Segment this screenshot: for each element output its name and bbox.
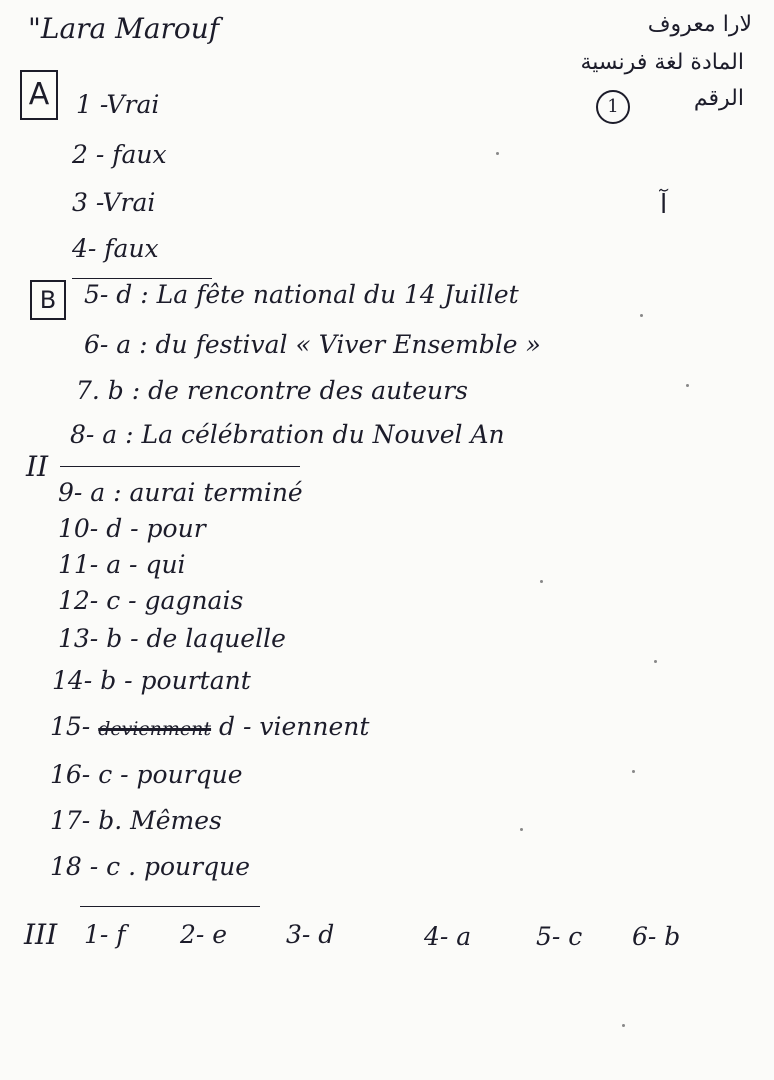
answer-ii-16: 16- c - pourque <box>50 760 243 789</box>
answer-ii-9: 9- a : aurai terminé <box>58 478 303 507</box>
answer-ii-15-number: 15- <box>50 712 91 741</box>
ink-speck <box>622 1024 625 1027</box>
answer-iii-5: 5- c <box>536 922 583 951</box>
answer-ii-11: 11- a - qui <box>58 550 186 579</box>
answer-b-6: 6- a : du festival « Viver Ensemble » <box>84 330 541 359</box>
part-iii-numeral: III <box>24 918 58 951</box>
ink-speck <box>496 152 499 155</box>
answer-ii-13: 13- b - de laquelle <box>58 624 286 653</box>
answer-ii-15-text: d - viennent <box>219 712 370 741</box>
section-b-label: B <box>30 280 66 320</box>
page-number-circle: 1 <box>596 90 630 124</box>
arabic-number-label: الرقم <box>693 86 744 111</box>
answer-b-5: 5- d : La fête national du 14 Juillet <box>84 280 519 309</box>
answer-b-8: 8- a : La célébration du Nouvel An <box>70 420 505 449</box>
arabic-subject: المادة لغة فرنسية <box>580 50 744 75</box>
student-name: "Lara Marouf <box>28 12 220 45</box>
answer-iii-1: 1- f <box>84 920 126 949</box>
ink-speck <box>654 660 657 663</box>
section-a-label: A <box>20 70 58 120</box>
answer-a-1: 1 -Vrai <box>76 90 160 119</box>
crossed-out-word: devienment <box>98 718 212 740</box>
answer-ii-12: 12- c - gagnais <box>58 586 244 615</box>
margin-mark: آ <box>660 190 668 220</box>
ink-speck <box>520 828 523 831</box>
answer-ii-18: 18 - c . pourque <box>50 852 250 881</box>
part-iii-rule <box>80 906 260 907</box>
answer-ii-17: 17- b. Mêmes <box>50 806 222 835</box>
answer-b-7: 7. b : de rencontre des auteurs <box>76 376 468 405</box>
answer-iii-3: 3- d <box>286 920 335 949</box>
answer-ii-10: 10- d - pour <box>58 514 206 543</box>
answer-ii-15 <box>50 712 369 741</box>
answer-ii-14: 14- b - pourtant <box>52 666 251 695</box>
ink-speck <box>686 384 689 387</box>
answer-iii-6: 6- b <box>632 922 681 951</box>
answer-iii-4: 4- a <box>424 922 472 951</box>
arabic-student-name: لارا معروف <box>647 12 752 37</box>
part-ii-rule <box>60 466 300 467</box>
section-a-rule <box>72 278 212 279</box>
answer-a-3: 3 -Vrai <box>72 188 156 217</box>
answer-a-2: 2 - faux <box>72 140 167 169</box>
ink-speck <box>640 314 643 317</box>
part-ii-numeral: II <box>26 450 49 483</box>
ink-speck <box>632 770 635 773</box>
answer-iii-2: 2- e <box>180 920 228 949</box>
ink-speck <box>540 580 543 583</box>
answer-a-4: 4- faux <box>72 234 159 263</box>
